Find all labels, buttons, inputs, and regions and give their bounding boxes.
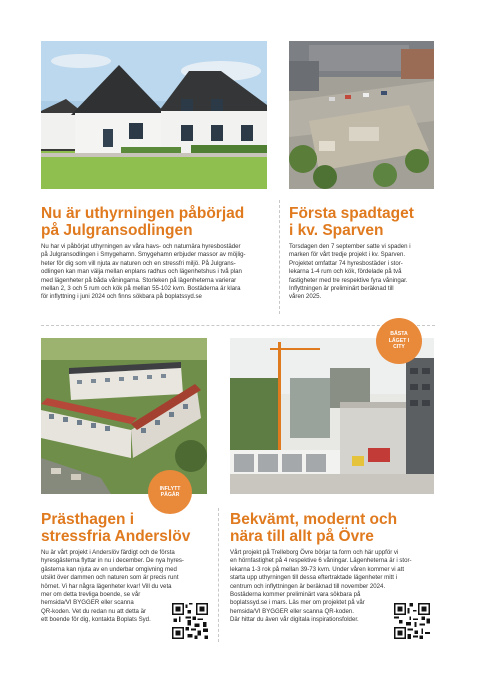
badge-line: PÅGÅR xyxy=(160,492,180,498)
body-line: Nu har vi påbörjat uthyrningen av våra havs- och naturnära hyresbostäder xyxy=(41,243,241,250)
body-line: för inflyttning i juni 2024 och finns sökbara på boplatssyd.se xyxy=(41,293,202,301)
body-line: Projektet omfattar 74 hyresbostäder i stor- xyxy=(289,259,403,267)
photo-prasthagen xyxy=(41,338,207,494)
qr-code-icon xyxy=(172,603,208,639)
headline-line: på Julgransodlingen xyxy=(41,222,193,239)
body-line: heter för dig som vill njuta av naturen och en stressfri miljö. På Julgrans- xyxy=(41,259,236,267)
body-line: på Julgransodlingen i Smygehamn. Smygehamn erbjuder massor av möjlig- xyxy=(41,251,246,259)
body-line: starta upp uthyrningen till dessa eftertraktade lägenheter mitt i xyxy=(230,574,397,582)
qr-code-ovre[interactable] xyxy=(394,603,430,639)
headline-ovre xyxy=(230,511,440,545)
body-line: lekarna 1-4 rum och kök, fördelade på två xyxy=(289,268,402,276)
body-line: utsikt över dammen och naturen som är precis runt xyxy=(41,574,179,582)
headline-line: Bekvämt, modernt och xyxy=(230,511,398,528)
badge-line: BÄSTA xyxy=(390,331,408,338)
body-line: odlingen kan man välja mellan enplans radhus och lägenhetshus i två plan xyxy=(41,268,242,276)
badge-line: CITY xyxy=(393,344,405,351)
body-line: fastigheter med tre respektive fyra våningar. xyxy=(289,276,408,284)
article-body-sparven xyxy=(289,243,435,302)
body-line: QR-koden. Vet du redan nu att detta är xyxy=(41,607,147,615)
headline-line: Prästhagen i xyxy=(41,511,135,528)
badge-basta-laget xyxy=(376,318,422,364)
body-line: Bostäderna kommer preliminärt vara sökbara på xyxy=(230,591,361,599)
body-line: hörnet. Vi har några lägenheter kvar! Vill du veta xyxy=(41,582,172,590)
body-line: Inflyttningen är preliminärt beräknad till xyxy=(289,285,394,293)
photo-julgransodlingen xyxy=(41,41,267,189)
headline-prasthagen xyxy=(41,511,226,545)
body-line: hemsida/VI BYGGER eller scanna QR-koden. xyxy=(230,607,354,615)
photo-sparven xyxy=(289,41,434,189)
body-line: Där hittar du även vår digitala inspirationsfolder. xyxy=(230,616,359,624)
body-line: en hörnfastighet på 4 respektive 6 våningar. Lägenheterna är i stor- xyxy=(230,557,412,565)
body-line: gästerna kan njuta av en underbar omgivning med xyxy=(41,565,177,573)
body-line: med lägenheter på båda våningarna. Storleken på lägenheterna varierar xyxy=(41,276,237,284)
body-line: hemsida/VI BYGGER eller scanna xyxy=(41,599,134,607)
headline-line: Första spadtaget xyxy=(289,205,414,222)
row-divider xyxy=(41,325,435,326)
qr-code-icon xyxy=(394,603,430,639)
headline-line: Nu är uthyrningen påbörjad xyxy=(41,205,245,222)
body-line: våren 2025. xyxy=(289,293,322,301)
qr-code-prasthagen[interactable] xyxy=(172,603,208,639)
body-line: mellan 2, 3 och 5 rum och kök på mellan 55-102 kvm. Bostäderna är klara xyxy=(41,285,241,293)
body-line: Nu är vårt projekt i Anderslöv färdigt och de första xyxy=(41,549,175,556)
column-divider xyxy=(279,200,280,314)
badge-line: LÄGET I xyxy=(388,337,410,344)
body-line: hyresgästerna flyttar in nu i december. De nya hyres- xyxy=(41,557,184,565)
headline-sparven xyxy=(289,205,439,239)
headline-line: nära till allt på Övre xyxy=(230,528,374,545)
headline-julgransodlingen xyxy=(41,205,281,239)
body-line: lekarna 1-3 rok på mellan 39-73 kvm. Under våren kommer vi att xyxy=(230,565,405,573)
body-line: Torsdagen den 7 september satte vi spaden i xyxy=(289,243,411,250)
article-body-julgransodlingen xyxy=(41,243,273,302)
body-line: boplatssyd.se i mars. Läs mer om projektet på vår xyxy=(230,599,365,607)
body-line: mer om detta trevliga boende, se vår xyxy=(41,591,141,599)
badge-line: INFLYTT xyxy=(159,485,181,492)
headline-line: stressfria Anderslöv xyxy=(41,528,191,545)
body-line: centrum och inflyttningen är beräknad till november 2024. xyxy=(230,582,386,590)
body-line: ett boende för dig, kontakta Boplats Syd. xyxy=(41,616,151,624)
headline-line: i kv. Sparven xyxy=(289,222,384,239)
badge-inflytt-pagar xyxy=(148,470,192,514)
body-line: Vårt projekt på Trelleborg Övre börjar ta form och här uppför vi xyxy=(230,549,399,556)
body-line: marken för vårt tredje projekt i kv. Sparven. xyxy=(289,251,406,259)
